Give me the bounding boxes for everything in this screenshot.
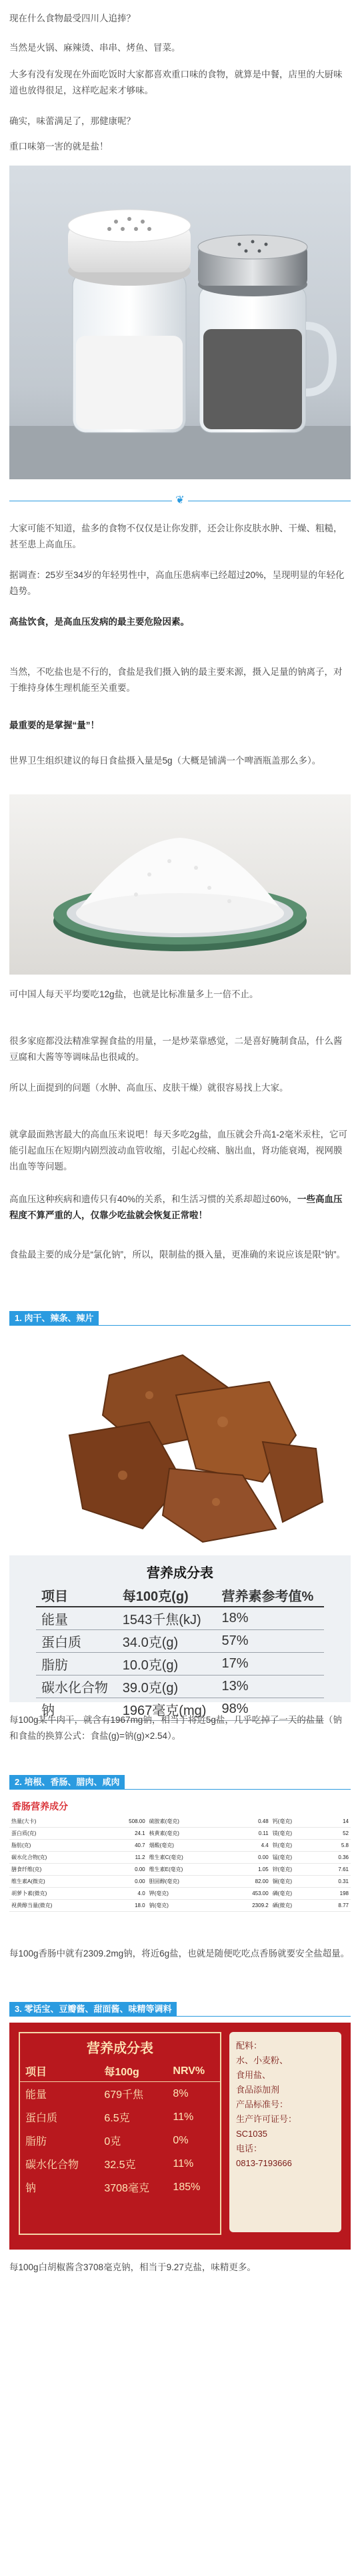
table-cell: 蛋白质 (25, 2113, 58, 2124)
table-cell: 0.00 (104, 1864, 147, 1876)
table-row (9, 1888, 351, 1900)
table-cell: 185% (173, 2181, 201, 2193)
table-cell: 453.00 (227, 1888, 270, 1900)
shaker-drawing (9, 166, 351, 479)
section-divider (9, 494, 351, 507)
table-cell: 11.2 (104, 1852, 147, 1864)
table-cell: 镁(毫克) (271, 1828, 321, 1840)
table-cell: 18% (216, 1607, 324, 1630)
table-cell: 508.00 (104, 1816, 147, 1828)
table-cell: 碳水化合物(克) (9, 1852, 104, 1864)
table-row (36, 1653, 324, 1676)
table-row (9, 1840, 351, 1852)
table-cell: 膳食纤维(克) (9, 1864, 104, 1876)
table-row (9, 1900, 351, 1912)
table-cell: 8.77 (320, 1900, 351, 1912)
table-cell: 维生素A(微克) (9, 1876, 104, 1888)
table-cell: 磷(毫克) (271, 1888, 321, 1900)
label-line: SC1035 (236, 2129, 267, 2139)
table-cell: 钾(毫克) (147, 1888, 228, 1900)
table-cell: 能量 (25, 2089, 47, 2101)
table-cell: 57% (216, 1630, 324, 1653)
table-cell: 硫胺素(毫克) (147, 1816, 228, 1828)
table-cell: 胆固醇(毫克) (147, 1876, 228, 1888)
table-cell: 4.4 (227, 1840, 270, 1852)
paragraph-text: 高血压这种疾病和遗传只有40%的关系，和生活习惯的关系却超过60%， (9, 1194, 298, 1204)
beef-jerky-photo (9, 1335, 351, 1549)
table-header: NRV% (173, 2065, 205, 2077)
paragraph: 每100g白胡椒酱含3708毫克钠，相当于9.27克盐，味精更多。 (9, 2262, 256, 2272)
beef-jerky-drawing (9, 1335, 351, 1549)
table-cell: 钠 (25, 2183, 37, 2194)
paragraph: 可中国人每天平均要吃12g盐，也就是比标准量多上一倍不止。 (9, 989, 259, 999)
table-cell: 烟酸(毫克) (147, 1840, 228, 1852)
table-cell: 铜(毫克) (271, 1876, 321, 1888)
table-cell: 1543千焦(kJ) (117, 1607, 217, 1630)
section-title: 1. 肉干、辣条、辣片 (9, 1311, 99, 1326)
paragraph: 所以上面提到的问题（水肿、高血压、皮肤干燥）就很容易找上大家。 (9, 1083, 289, 1093)
table-cell: 198 (320, 1888, 351, 1900)
nutrition-table (20, 2061, 220, 2199)
table-cell: 0.31 (320, 1876, 351, 1888)
table-cell: 0.11 (227, 1828, 270, 1840)
nutrition-label-jerky (9, 1555, 351, 1718)
table-row (9, 1828, 351, 1840)
table-cell: 0.48 (227, 1816, 270, 1828)
table-cell: 脂肪(克) (9, 1840, 104, 1852)
label-line: 水、小麦粉、 (236, 2055, 289, 2065)
paragraph: 大多有没有发现在外面吃饭时大家都喜欢重口味的食物，就算是中餐，店里的大厨味道也放得很足，这样吃起来才够味。 (9, 69, 343, 95)
table-cell: 胡萝卜素(微克) (9, 1888, 104, 1900)
section-header-1 (9, 1308, 351, 1326)
paragraph: 每100g某牛肉干，就含有1967mg钠，相当于将近5g盐，几乎吃掉了一天的盐量（钠和食盐的换算公式：食盐(g)=钠(g)×2.54）。 (9, 1715, 342, 1741)
paragraph: 现在什么食物最受四川人追捧？ (9, 13, 135, 23)
table-cell: 维生素E(毫克) (147, 1864, 228, 1876)
label-line: 配料： (236, 2041, 263, 2051)
table-cell: 1967毫克(mg) (117, 1698, 217, 1721)
table-cell: 10.0克(g) (117, 1653, 217, 1676)
table-header: 项目 (36, 1584, 117, 1607)
label-line: 电话： (236, 2143, 263, 2153)
table-cell: 0.00 (104, 1876, 147, 1888)
table-cell: 5.8 (320, 1840, 351, 1852)
ingredient-label (229, 2032, 341, 2232)
paragraph-bold-text: 一些高血压程度不算严重的人，仅靠少吃盐就会恢复正常啦！ (9, 1194, 343, 1220)
nutrition-table (9, 1816, 351, 1912)
table-row (9, 1876, 351, 1888)
table-cell: 2309.2 (227, 1900, 270, 1912)
table-row (9, 1852, 351, 1864)
section-title: 3. 零话宝、豆瓣酱、甜面酱、味精等调料 (9, 2002, 177, 2017)
table-cell: 13% (216, 1676, 324, 1698)
table-cell: 维生素C(毫克) (147, 1852, 228, 1864)
table-row (20, 2152, 220, 2175)
table-cell: 679千焦 (104, 2089, 144, 2101)
table-cell: 4.0 (104, 1888, 147, 1900)
table-cell: 24.1 (104, 1828, 147, 1840)
paragraph-bold: 高盐饮食，是高血压发病的最主要危险因素。 (9, 617, 189, 627)
table-row (9, 1864, 351, 1876)
table-cell: 32.5克 (104, 2159, 136, 2171)
paragraph: 据调查：25岁至34岁的年轻男性中，高血压患病率已经超过20%，呈现明显的年轻化趋势。 (9, 570, 345, 596)
table-cell: 98% (216, 1698, 324, 1721)
nutrition-title: 营养成分表 (147, 1566, 213, 1581)
table-header: 每100克(g) (117, 1584, 217, 1607)
section-title: 2. 培根、香肠、腊肉、咸肉 (9, 1775, 125, 1790)
table-cell: 39.0克(g) (117, 1676, 217, 1698)
paragraph: 重口味第一害的就是盐！ (9, 142, 109, 152)
table-cell: 核黄素(毫克) (147, 1828, 228, 1840)
nutrition-box (19, 2032, 221, 2235)
table-cell: 1.05 (227, 1864, 270, 1876)
paragraph: 当然是火锅、麻辣烫、串串、烤鱼、冒菜。 (9, 43, 181, 53)
bottle-cap-icon (9, 794, 351, 975)
table-cell: 40.7 (104, 1840, 147, 1852)
table-cell: 能量 (36, 1607, 117, 1630)
label-line: 食品添加剂 (236, 2085, 280, 2095)
table-cell: 碳水化合物 (25, 2159, 79, 2171)
table-cell: 34.0克(g) (117, 1630, 217, 1653)
table-cell: 6.5克 (104, 2113, 130, 2124)
table-row (9, 1816, 351, 1828)
table-cell: 钠(毫克) (147, 1900, 228, 1912)
table-cell: 脂肪 (25, 2136, 47, 2147)
table-cell: 锰(毫克) (271, 1852, 321, 1864)
table-cell: 视黄醇当量(微克) (9, 1900, 104, 1912)
nutrition-title: 香肠营养成分 (12, 1801, 68, 1812)
table-cell: 14 (320, 1816, 351, 1828)
table-cell: 碳水化合物 (36, 1676, 117, 1698)
table-row (20, 2129, 220, 2152)
table-cell: 硒(微克) (271, 1900, 321, 1912)
label-line: 食用盐、 (236, 2070, 271, 2080)
paragraph-bold: 最重要的是掌握“量”！ (9, 720, 99, 730)
table-header: 营养素参考值% (216, 1584, 324, 1607)
label-line: 产品标准号： (236, 2099, 289, 2109)
paragraph: 很多家庭都没法精准掌握食盐的用量，一是炒菜靠感觉，二是喜好腌制食品，什么酱豆腐和大酱等等调味品也很咸的。 (9, 1036, 343, 1062)
label-line: 0813-7193666 (236, 2158, 292, 2168)
table-cell: 11% (173, 2157, 194, 2169)
table-cell: 0% (173, 2134, 189, 2146)
table-cell: 11% (173, 2111, 194, 2123)
table-header: 项目 (25, 2067, 47, 2078)
table-cell: 0.00 (227, 1852, 270, 1864)
table-cell: 蛋白质 (36, 1630, 117, 1653)
table-cell: 钠 (36, 1698, 117, 1721)
table-cell: 铁(毫克) (271, 1840, 321, 1852)
table-cell: 0.36 (320, 1852, 351, 1864)
table-row (36, 1630, 324, 1653)
table-cell: 锌(毫克) (271, 1864, 321, 1876)
condiment-label-photo (9, 2023, 351, 2250)
table-cell: 蛋白质(克) (9, 1828, 104, 1840)
table-cell: 7.61 (320, 1864, 351, 1876)
table-cell: 82.00 (227, 1876, 270, 1888)
paragraph-mixed (9, 1192, 351, 1224)
table-row (20, 2175, 220, 2199)
table-cell: 8% (173, 2087, 189, 2099)
table-cell: 钙(毫克) (271, 1816, 321, 1828)
paragraph: 世界卫生组织建议的每日食盐摄入量是5g（大概是铺满一个啤酒瓶盖那么多）。 (9, 756, 321, 766)
salt-bottle-cap-photo (9, 794, 351, 975)
salt-pepper-photo (9, 166, 351, 479)
table-header: 每100g (104, 2067, 139, 2078)
section-header-3 (9, 1999, 351, 2017)
sausage-nutrition-table (9, 1798, 351, 1939)
nutrition-title: 营养成分表 (87, 2041, 153, 2056)
table-cell: 脂肪 (36, 1653, 117, 1676)
paragraph: 当然，不吃盐也是不行的，食盐是我们摄入钠的最主要来源，摄入足量的钠离子，对于维持身体生理机能至关重要。 (9, 667, 343, 693)
table-row (36, 1676, 324, 1698)
paragraph: 确实，味蕾满足了，那健康呢？ (9, 116, 135, 126)
table-cell: 17% (216, 1653, 324, 1676)
paragraph: 就拿最面熟害最大的高血压来说吧！每天多吃2g盐，血压就会升高1-2毫米汞柱，它可能引起血压在短期内剧烈波动血管收缩，引起心绞痛、脑出血，肾功能衰竭，视网膜出血等等问题。 (9, 1129, 348, 1172)
table-cell: 52 (320, 1828, 351, 1840)
leaf-divider-icon: ❦ (172, 494, 188, 507)
table-cell: 热量(大卡) (9, 1816, 104, 1828)
section-header-2 (9, 1772, 351, 1790)
nutrition-table (36, 1584, 324, 1721)
paragraph: 食盐最主要的成分是“氯化钠”，所以，限制盐的摄入量，更准确的来说应该是限“钠”。 (9, 1250, 345, 1260)
table-row (20, 2082, 220, 2106)
table-cell: 0克 (104, 2136, 121, 2147)
label-line: 生产许可证号： (236, 2114, 297, 2124)
table-row (36, 1607, 324, 1630)
paragraph: 每100g香肠中就有2309.2mg钠，将近6g盐，也就是随便吃吃点香肠就要安全盐超量。 (9, 1949, 350, 1959)
paragraph: 大家可能不知道，盐多的食物不仅仅是让你发胖，还会让你皮肤水肿、干燥、粗糙，甚至患上高血压。 (9, 523, 343, 549)
table-row (20, 2105, 220, 2129)
table-cell: 18.0 (104, 1900, 147, 1912)
table-cell: 3708毫克 (104, 2183, 149, 2194)
